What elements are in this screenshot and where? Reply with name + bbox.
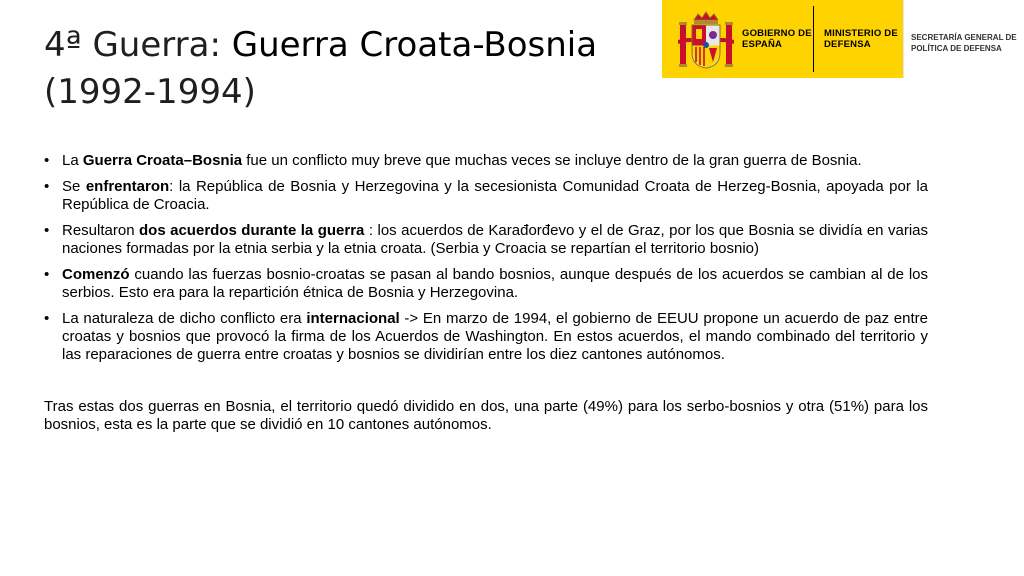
ministerio-label: MINISTERIO DE DEFENSA — [824, 28, 898, 50]
government-logo — [662, 0, 1024, 78]
secretaria-label: SECRETARÍA GENERAL DE POLÍTICA DE DEFENSA — [911, 33, 1017, 53]
bullet-highlight: dos acuerdos durante la guerra — [139, 222, 365, 239]
logo-separator — [903, 0, 904, 78]
bullet-dot: • — [44, 152, 50, 169]
bullet-highlight: Comenzó — [62, 266, 130, 283]
bullet-highlight: Guerra Croata–Bosnia — [82, 152, 243, 169]
title-dates: (1992-1994) — [44, 72, 256, 112]
bullet-dot: • — [44, 310, 50, 327]
bullet-text: Se — [62, 178, 86, 195]
bullet-text: : la República de Bosnia y Herzegovina y la secesionista Comunidad Croata de Herzeg-Bosnia, apoyada por la República de Croacia. — [62, 178, 928, 213]
bullet-dot: • — [44, 222, 50, 239]
bullet-text: fue un conflicto muy breve que muchas veces se incluye dentro de la gran guerra de Bosnia. — [242, 152, 862, 169]
bullet-highlight: enfrentaron — [85, 178, 170, 195]
slide-body — [44, 152, 928, 449]
title-prefix: 4ª Guerra: — [44, 25, 232, 65]
closing-paragraph: Tras estas dos guerras en Bosnia, el territorio quedó dividido en dos, una parte (49%) para los serbo-bosnios y otra (51%) para los bosnios, esta es la parte que se dividió en 10 cantones autónomos. — [44, 398, 928, 433]
bullet-text: Resultaron — [62, 222, 139, 239]
bullet-list — [44, 152, 928, 364]
list-item — [44, 310, 928, 364]
list-item — [44, 222, 928, 258]
bullet-text: cuando las fuerzas bosnio-croatas se pasan al bando bosnios, aunque después de los acuerdos se cambian al de los serbios. Esto era para la repartición étnica de Bosnia y Herzegovina. — [62, 266, 928, 301]
coat-of-arms-icon — [676, 10, 736, 72]
list-item — [44, 178, 928, 214]
gobierno-label: GOBIERNO DE ESPAÑA — [742, 28, 812, 50]
bullet-dot: • — [44, 266, 50, 283]
slide-title — [44, 22, 664, 116]
bullet-dot: • — [44, 178, 50, 195]
bullet-text: -> En marzo de 1994, el gobierno de EEUU propone un acuerdo de paz entre croatas y bosnios que provocó la firma de los Acuerdos de Washington. En estos acuerdos, el mando combinado del territorio y las reparaciones de guerra entre croatas y bosnios se dividirían entre los diez cantones autónomos. — [62, 310, 928, 363]
logo-yellow-panel — [662, 0, 903, 78]
title-main: Guerra Croata-Bosnia — [231, 25, 598, 65]
list-item — [44, 152, 928, 170]
bullet-text: La naturaleza de dicho conflicto era — [62, 310, 307, 327]
bullet-highlight: internacional — [306, 310, 400, 327]
logo-divider — [813, 6, 814, 72]
list-item — [44, 266, 928, 302]
bullet-text: : los acuerdos de Karađorđevo y el de Graz, por los que Bosnia se dividía en varias naciones formadas por la etnia serbia y la etnia croata. (Serbia y Croacia se repartían el territorio bosnio) — [62, 222, 928, 257]
bullet-text: La — [62, 152, 83, 169]
